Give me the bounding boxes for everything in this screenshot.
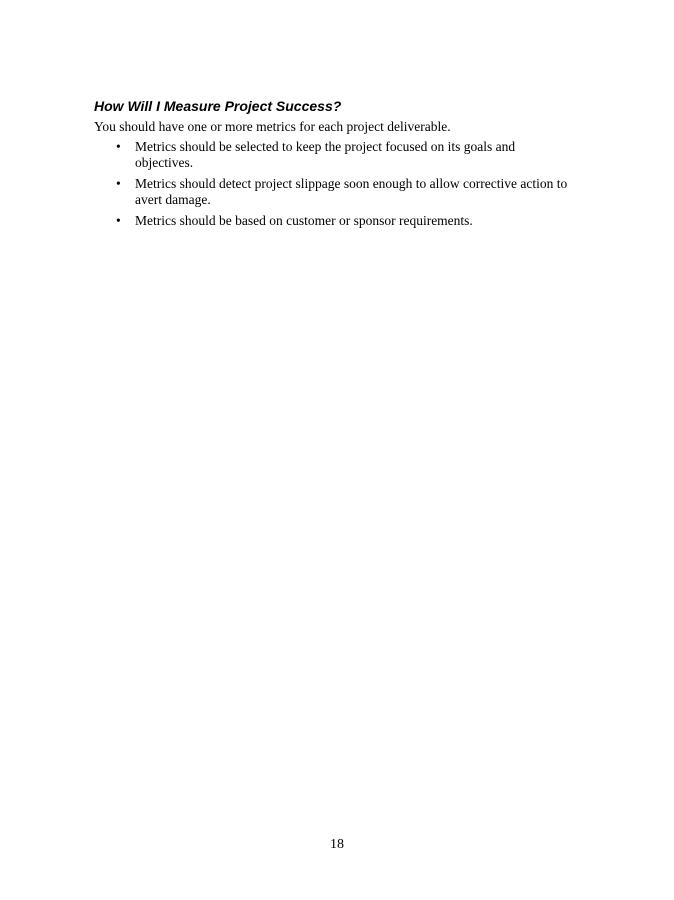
section-content [94,97,594,234]
list-item-text: Metrics should be selected to keep the project focused on its goals and objectives. [135,139,516,170]
bullet-icon: • [116,176,121,191]
list-item [94,176,575,208]
list-item-text: Metrics should be based on customer or sponsor requirements. [135,213,473,228]
bullet-list [94,139,594,229]
bullet-icon: • [116,139,121,154]
intro-paragraph: You should have one or more metrics for each project deliverable. [94,119,451,134]
page-number: 18 [330,837,344,852]
list-item-text: Metrics should detect project slippage soon enough to allow corrective action to avert damage. [135,176,568,207]
list-item [94,213,575,229]
bullet-icon: • [116,213,121,228]
section-heading: How Will I Measure Project Success? [94,98,342,114]
list-item [94,139,575,171]
